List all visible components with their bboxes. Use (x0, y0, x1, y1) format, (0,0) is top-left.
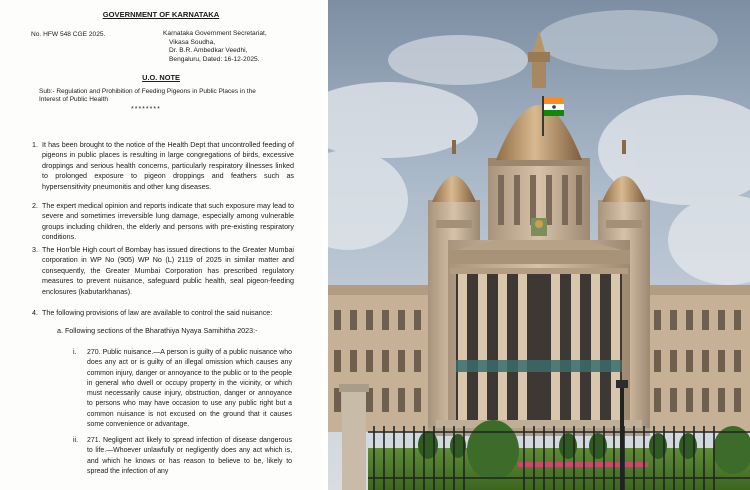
paragraph-text: The following provisions of law are available to control the said nuisance: (42, 309, 273, 317)
subject-line: Sub:- Regulation and Prohibition of Feeding Pigeons in Public Places in the Interest of Public Health (39, 88, 256, 104)
address-line: Dr. B.R. Ambedkar Veedhi, (169, 47, 248, 55)
paragraph-number: 1. (32, 141, 38, 149)
section-number: ii. (73, 437, 79, 444)
section-270 (73, 348, 292, 430)
address-line: Vikasa Soudha, (169, 38, 216, 46)
building-illustration (328, 0, 750, 490)
gate-pillar (339, 384, 369, 490)
office-address (163, 30, 267, 64)
government-note-document (0, 0, 322, 490)
paragraph-2 (32, 201, 294, 243)
paragraph-text: The Hon'ble High court of Bombay has issued directions to the Greater Mumbai corporation in WP No (905) WP No (L) 2119 of 2025 in similar matter and consequently, the Greater Mumbai Corporation has prescribed regulatory measures to prevent nuisance, safeguard public health, seal pigeon-feeding enclosures (kabutarkhanas). (42, 246, 294, 296)
section-text: 270. Public nuisance.—A person is guilty of a public nuisance who does any act or is guilty of an illegal omission which causes any common injury, danger or annoyance to the public or to the people in general who dwell or occupy property in the vicinity, or which must necessarily cause injury, obstruction, danger or annoyance to persons who may have occasion to use any public right but a common nuisance is not excused on the ground that it causes some convenience or advantage. (87, 349, 292, 429)
government-heading: GOVERNMENT OF KARNATAKA (102, 10, 220, 19)
colonnade (450, 268, 628, 420)
address-line: Bengaluru, Dated: 16-12-2025. (169, 55, 260, 63)
paragraph-text: It has been brought to the notice of the Health Dept that uncontrolled feeding of pigeons in public places is resulting in large congregations of birds, excessive droppings and serious health concerns, particularly respiratory illnesses linked to prolonged exposure to pigeon droppings and feathers such as hypersensitivity pneumonitis and other lung diseases. (42, 141, 294, 191)
vidhana-soudha-photo (328, 0, 750, 490)
file-number: No. HFW 548 CGE 2025. (31, 31, 106, 38)
section-number: i. (73, 349, 77, 356)
state-emblem (531, 218, 547, 236)
paragraph-3 (32, 245, 294, 297)
sub-heading-a: a. Following sections of the Bharathiya Nyaya Samihitha 2023:- (57, 327, 258, 335)
note-title: U.O. NOTE (142, 73, 180, 82)
paragraph-number: 2. (32, 202, 38, 210)
section-text: 271. Negligent act likely to spread infection of disease dangerous to life.—Whoever unlawfully or negligently does any act which is, and which he knows or has reason to believe to be, likely to spread the infection of any (87, 437, 292, 475)
address-line: Karnataka Government Secretariat, (163, 30, 267, 37)
paragraph-number: 4. (32, 309, 38, 317)
front-steps (428, 420, 650, 436)
paragraph-1 (32, 140, 294, 192)
section-271 (73, 436, 292, 477)
separator: ******** (131, 106, 161, 113)
flower-bed (518, 462, 648, 467)
right-wing (646, 285, 750, 432)
paragraph-4 (32, 308, 294, 318)
paragraph-text: The expert medical opinion and reports indicate that such exposure may lead to severe and sometimes irreversible lung damage, especially among vulnerable groups including children, the elderly and persons with pre-existing respiratory conditions. (42, 202, 294, 242)
paragraph-number: 3. (32, 246, 38, 254)
